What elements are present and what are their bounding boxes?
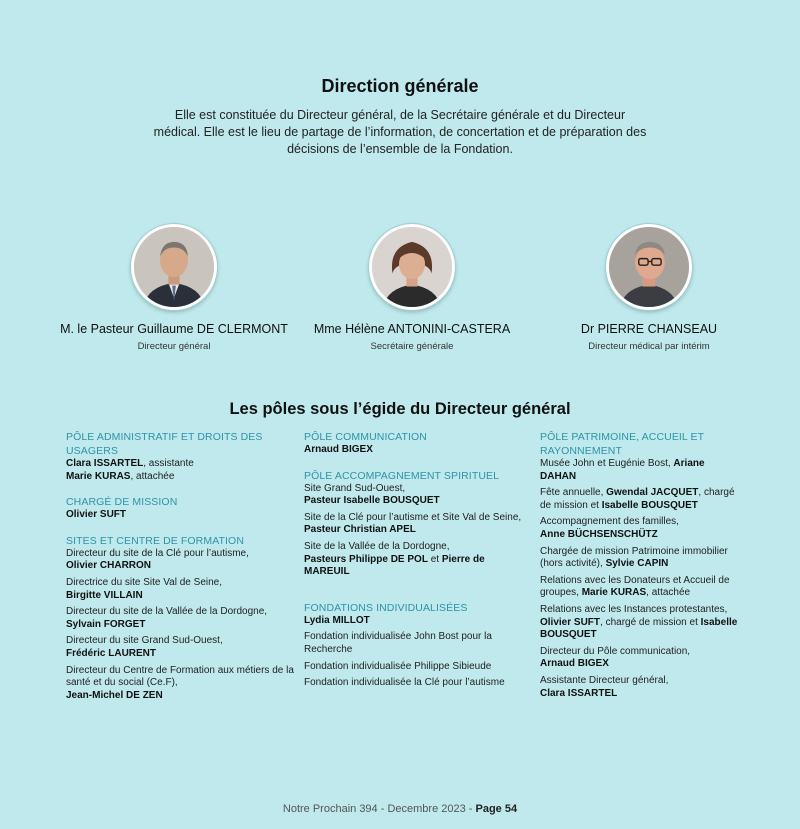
list-item — [540, 487, 740, 512]
section-heading: PÔLE PATRIMOINE, ACCUEIL ET RAYONNEMENT — [540, 431, 704, 457]
entry-text: , chargé de mission et — [600, 616, 701, 628]
person-role: , attachée — [130, 470, 175, 482]
person-name: Lydia MILLOT — [304, 614, 370, 626]
list-item — [66, 471, 294, 484]
person-name: Sylvie CAPIN — [605, 558, 669, 570]
person-name: Frédéric LAURENT — [66, 647, 157, 659]
person-name: Jean-Michel DE ZEN — [66, 689, 163, 701]
person-name: Arnaud BIGEX — [540, 658, 609, 670]
list-item — [540, 675, 740, 700]
list-item — [66, 548, 294, 573]
section-fondations — [304, 601, 530, 690]
person-name: M. le Pasteur Guillaume DE CLERMONT — [60, 322, 288, 336]
list-item — [66, 577, 294, 602]
column-3 — [540, 430, 740, 704]
entry-text: Accompagnement des familles, — [540, 516, 679, 528]
section-heading: PÔLE ACCOMPAGNEMENT SPIRITUEL — [304, 469, 500, 482]
column-2 — [304, 430, 530, 702]
list-item — [540, 516, 740, 541]
entry-text: Directeur du site Grand Sud-Ouest, — [66, 635, 223, 647]
list-item — [540, 546, 740, 571]
portrait-man-glasses — [609, 227, 689, 307]
person-name: Sylvain FORGET — [66, 618, 146, 630]
intro-text: Elle est constituée du Directeur général, de la Secrétaire générale et du Directeur médical. Elle est le lieu de partage de l’information, de concertation et de préparation des décisions de l’ensemble de la Fondation. — [153, 108, 647, 156]
person-secretary-general — [292, 224, 532, 352]
entry-text: Fête annuelle, — [540, 487, 607, 499]
person-name: Clara ISSARTEL — [66, 458, 144, 469]
person-role: Secrétaire générale — [370, 341, 454, 352]
person-name: Isabelle BOUSQUET — [601, 499, 698, 511]
page-title: Direction générale — [321, 76, 479, 96]
person-names — [304, 554, 530, 579]
list-item: Fondation individualisée la Clé pour l’autisme — [304, 677, 505, 689]
entry-text: Assistante Directeur général, — [540, 674, 669, 686]
section-accompagnement-spirituel — [304, 469, 530, 579]
person-name: Ariane DAHAN — [540, 458, 705, 482]
list-item — [66, 635, 294, 660]
person-name: Marie KURAS — [66, 470, 131, 482]
person-role: Directeur médical par intérim — [588, 341, 710, 352]
section-heading: FONDATIONS INDIVIDUALISÉES — [304, 601, 468, 614]
entry-text: Directeur du Centre de Formation aux métiers de la santé et du social (Ce.F), — [66, 664, 294, 689]
avatar — [369, 224, 455, 310]
list-item — [540, 604, 740, 642]
list-item — [304, 483, 530, 508]
person-name: Olivier CHARRON — [66, 560, 152, 572]
person-name: Isabelle BOUSQUET — [540, 616, 738, 641]
entry-text: Site de la Vallée de la Dordogne, — [304, 540, 450, 552]
section-pole-communication — [304, 430, 530, 457]
portrait-woman — [372, 227, 452, 307]
list-item — [304, 541, 530, 579]
list-item — [540, 458, 740, 483]
column-1 — [66, 430, 294, 714]
person-name: Anne BÜCHSENSCHÜTZ — [540, 528, 658, 540]
footer-text: Notre Prochain 394 - Decembre 2023 - — [282, 803, 476, 815]
section-heading: SITES ET CENTRE DE FORMATION — [66, 534, 245, 547]
entry-text: Directeur du site de la Clé pour l’autisme, — [66, 547, 249, 559]
person-name: Clara ISSARTEL — [540, 687, 618, 699]
entry-text: Musée John et Eugénie Bost, — [540, 458, 674, 469]
person-name: Pasteur Christian APEL — [304, 524, 416, 536]
person-medical-director — [529, 224, 769, 352]
list-item — [66, 458, 294, 471]
person-name: Mme Hélène ANTONINI-CASTERA — [313, 322, 511, 336]
list-item: Fondation individualisée John Bost pour la Recherche — [304, 631, 492, 655]
section-sites-formation — [66, 534, 294, 703]
list-item — [304, 512, 530, 537]
entry-text: Chargée de mission Patrimoine immobilier (hors activité), — [540, 545, 728, 570]
person-role: Directeur général — [137, 341, 211, 352]
list-item — [66, 606, 294, 631]
list-item — [540, 575, 740, 600]
section-heading: PÔLE COMMUNICATION — [304, 431, 427, 443]
person-name: Arnaud BIGEX — [304, 444, 373, 455]
entry-text: Site de la Clé pour l’autisme et Site Val de Seine, — [304, 511, 522, 523]
entry-text: Directeur du site de la Vallée de la Dordogne, — [66, 606, 268, 618]
entry-text: , chargé de mission et — [540, 487, 735, 511]
person-name: Pasteurs Philippe DE POL — [304, 553, 428, 565]
person-name: Pasteur Isabelle BOUSQUET — [304, 495, 440, 507]
conjunction: et — [427, 553, 442, 565]
avatar — [606, 224, 692, 310]
poles-title: Les pôles sous l’égide du Directeur général — [229, 400, 571, 418]
page-footer — [0, 803, 800, 815]
person-name: Gwendal JACQUET — [606, 487, 699, 499]
avatar — [131, 224, 217, 310]
person-name: Birgitte VILLAIN — [66, 589, 143, 601]
entry-text: Directrice du site Site Val de Seine, — [66, 576, 223, 588]
list-item — [540, 646, 740, 671]
person-role: , attachée — [646, 587, 691, 599]
person-name: Dr PIERRE CHANSEAU — [580, 322, 718, 336]
person-director-general — [54, 224, 294, 352]
portrait-man-suit — [134, 227, 214, 307]
section-pole-administratif — [66, 430, 294, 483]
page-number: Page 54 — [475, 803, 518, 815]
section-heading: CHARGÉ DE MISSION — [66, 496, 178, 509]
person-name: Olivier SUFT — [540, 616, 601, 628]
person-name: Pierre de MAREUIL — [304, 553, 485, 578]
entry-text: Relations avec les Instances protestantes, — [540, 603, 728, 615]
section-charge-de-mission — [66, 495, 294, 522]
list-item — [66, 665, 294, 703]
person-name: Marie KURAS — [581, 587, 647, 599]
section-heading: PÔLE ADMINISTRATIF ET DROITS DES USAGERS — [66, 431, 263, 457]
entry-text: Relations avec les Donateurs et Accueil de groupes, — [540, 574, 730, 599]
list-item: Fondation individualisée Philippe Sibieude — [304, 660, 492, 672]
entry-text: Site Grand Sud-Ouest, — [304, 482, 406, 494]
entry-text: Directeur du Pôle communication, — [540, 645, 691, 657]
person-name: Olivier SUFT — [66, 509, 127, 521]
person-role: , assistante — [143, 458, 194, 469]
